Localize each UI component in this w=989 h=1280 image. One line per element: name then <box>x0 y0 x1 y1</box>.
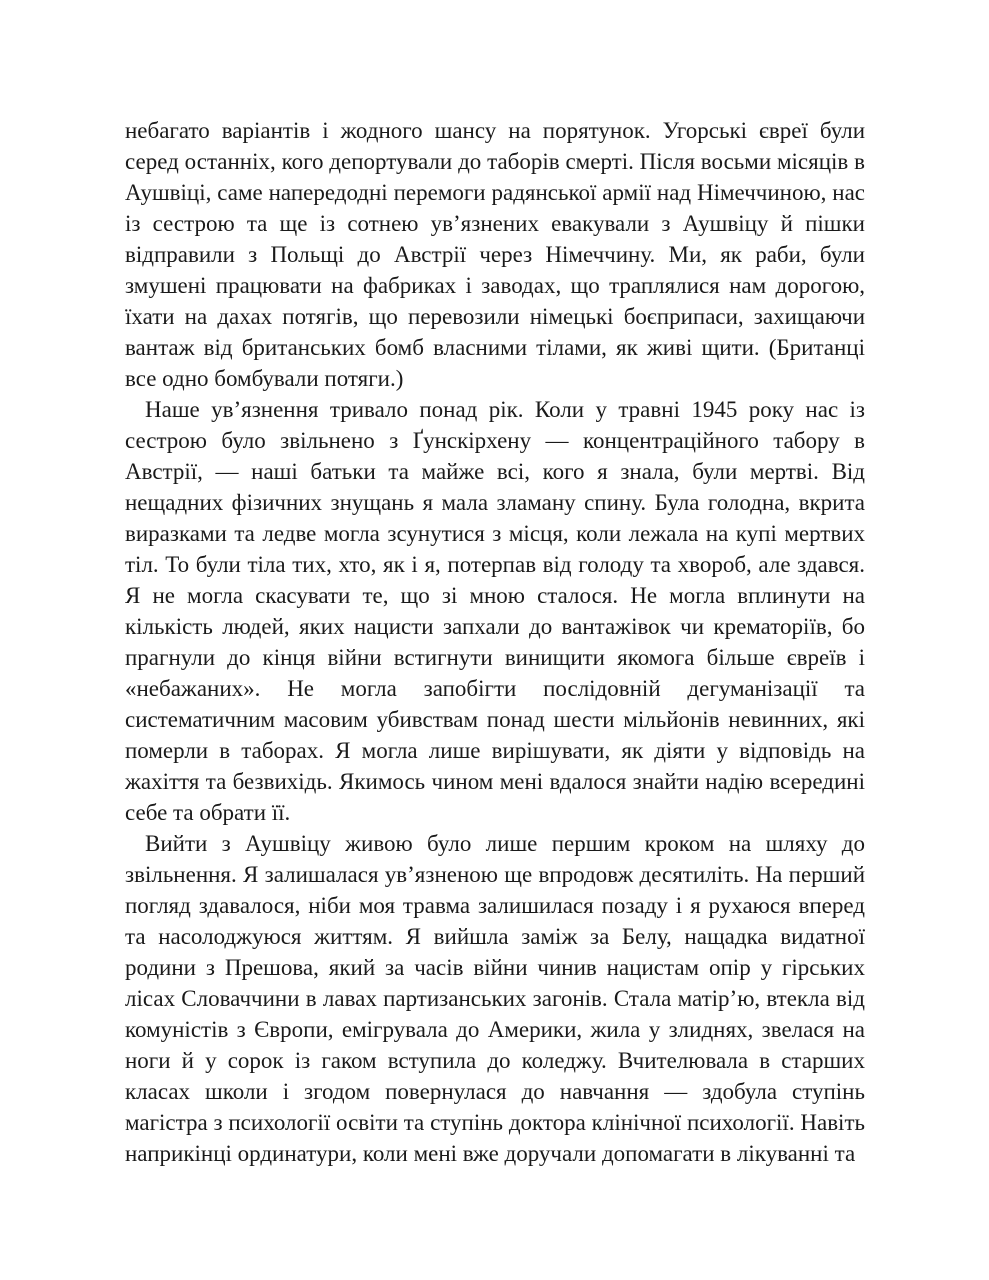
paragraph-1: небагато варіантів і жодного шансу на порятунок. Угорські євреї були серед останніх, кого депортували до таборів смерті. Після восьми місяців в Аушвіці, саме напередодні перемоги радянської армії над Німеччиною, нас із сестрою та ще із сотнею ув’язнених евакували з Аушвіцу й пішки відправили з Польщі до Австрії через Німеччину. Ми, як раби, були змушені працювати на фабриках і заводах, що траплялися нам дорогою, їхати на дахах потягів, що перевозили німецькі боєприпаси, захищаючи вантаж від британських бомб власними тілами, як живі щити. (Британці все одно бомбували потяги.) <box>125 118 865 391</box>
paragraph-3: Вийти з Аушвіцу живою було лише першим кроком на шляху до звільнення. Я залишалася ув’язненою ще впродовж десятиліть. На перший погляд здавалося, ніби моя травма залишилася позаду і я рухаюся вперед та насолоджуюся життям. Я вийшла заміж за Белу, нащадка видатної родини з Прешова, який за часів війни чинив нацистам опір у гірських лісах Словаччини в лавах партизанських загонів. Стала матір’ю, втекла від комуністів з Європи, емігрувала до Америки, жила у злиднях, звелася на ноги й у сорок із гаком вступила до коледжу. Вчителювала в старших класах школи і згодом повернулася до навчання — здобула ступінь магістра з психології освіти та ступінь доктора клінічної психології. Навіть наприкінці ординатури, коли мені вже доручали допомагати в лікуванні та <box>125 831 865 1166</box>
page-body <box>125 115 865 1169</box>
paragraph-2: Наше ув’язнення тривало понад рік. Коли у травні 1945 року нас із сестрою було звільнено з Ґунскірхену — концентраційного табору в Австрії, — наші батьки та майже всі, кого я знала, були мертві. Від нещадних фізичних знущань я мала зламану спину. Була голодна, вкрита виразками та ледве могла зсунутися з місця, коли лежала на купі мертвих тіл. То були тіла тих, хто, як і я, потерпав від голоду та хвороб, але здався. Я не могла скасувати те, що зі мною сталося. Не могла вплинути на кількість людей, яких нацисти запхали до вантажівок чи крематоріїв, бо прагнули до кінця війни встигнути винищити якомога більше євреїв і «небажаних». Не могла запобігти послідовній дегуманізації та систематичним масовим убивствам понад шести мільйонів невинних, які померли в таборах. Я могла лише вирішувати, як діяти у відповідь на жахіття та безвихідь. Якимось чином мені вдалося знайти надію всередині себе та обрати її. <box>125 397 865 825</box>
